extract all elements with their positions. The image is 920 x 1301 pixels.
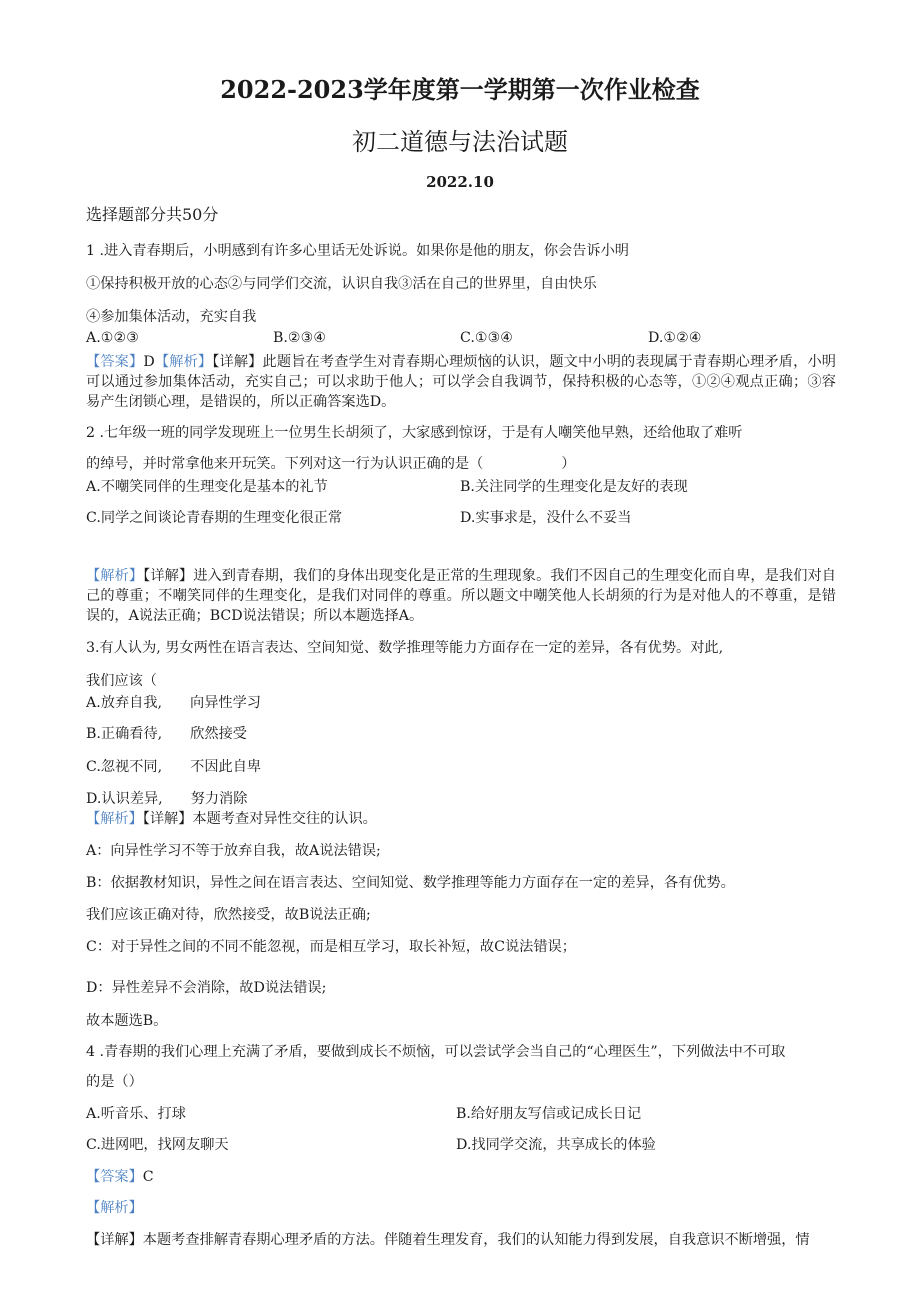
q2-stem-b <box>86 454 575 474</box>
analysis-tag: 【解析】 <box>86 811 143 827</box>
answer-tag: 【答案】 <box>86 354 144 370</box>
q3-line-b2: 我们应该正确对待，欣然接受，故B说法正确; <box>86 907 371 923</box>
option-text: 不因此自卑 <box>190 759 262 775</box>
q3-option-b <box>86 724 247 744</box>
q3-stem-a: 3.有人认为, 男女两性在语言表达、空间知觉、数学推理等能力方面存在一定的差异，各有优势。对此, <box>86 640 724 656</box>
q3-line-a: A：向异性学习不等于放弃自我，故A说法错误; <box>86 843 381 859</box>
option-key: C.忽视不同, <box>86 759 163 775</box>
q4-detail: 本题考查排解青春期心理矛盾的方法。伴随着生理发育，我们的认知能力得到发展，自我意识不断增强，情 <box>142 1232 810 1248</box>
q4-option-d: D.找同学交流，共享成长的体验 <box>456 1137 656 1153</box>
option-key: B.正确看待, <box>86 726 163 742</box>
exam-subtitle: 初二道德与法治试题 <box>352 128 568 156</box>
q3-line-b: B：依据教材知识，异性之间在语言表达、空间知觉、数学推理等能力方面存在一定的差异，各有优势。 <box>86 875 735 891</box>
q1-items-a: ①保持积极开放的心态②与同学们交流，认识自我③活在自己的世界里，自由快乐 <box>86 276 597 292</box>
q1-items-b: ④参加集体活动，充实自我 <box>86 309 257 325</box>
q3-detail: 本题考查对异性交往的认识。 <box>192 811 377 827</box>
detail-tag: 【详解】 <box>143 568 194 584</box>
q4-option-a: A.听音乐、打球 <box>86 1106 186 1122</box>
q3-conclusion: 故本题选B。 <box>86 1013 168 1029</box>
exam-date: 2022.10 <box>426 173 494 191</box>
detail-tag: 【详解】 <box>86 1232 143 1248</box>
detail-tag: 【详解】 <box>212 354 263 370</box>
q2-stem-close: ） <box>561 456 576 472</box>
q3-line-c: C：对于异性之间的不同不能忽视，而是相互学习，取长补短，故C说法错误； <box>86 939 576 955</box>
q1-detail: 此题旨在考查学生对青春期心理烦恼的认识，题文中小明的表现属于青春期心理矛盾，小明可以通过参加集体活动，充实自己；可以求助于他人；可以学会自我调节，保持积极的心态等，①②④观点正确；③容易产生闭锁心理，是错误的，所以正确答案选D。 <box>86 354 836 410</box>
q4-option-c: C.进网吧，找网友聊天 <box>86 1137 229 1153</box>
option-text: 欣然接受 <box>190 726 247 742</box>
analysis-tag: 【解析】 <box>154 354 213 370</box>
q3-option-a <box>86 693 261 713</box>
q2-stem-b-text: 的绰号，并时常拿他来开玩笑。下列对这一行为认识正确的是（ <box>86 456 484 472</box>
q1-explanation <box>86 352 836 412</box>
option-text: 向异性学习 <box>190 695 261 711</box>
q2-explanation <box>86 566 836 626</box>
detail-tag: 【详解】 <box>142 811 193 827</box>
q1-option-c: C.①③④ <box>460 330 514 346</box>
q3-option-c <box>86 757 261 777</box>
q3-line-d: D：异性差异不会消除，故D说法错误; <box>86 980 327 996</box>
option-key: A.放弃自我, <box>86 695 163 711</box>
q4-answer: C <box>142 1169 154 1185</box>
q2-option-c: C.同学之间谈论青春期的生理变化很正常 <box>86 510 343 526</box>
q2-detail: 进入到青春期，我们的身体出现变化是正常的生理现象。我们不因自己的生理变化而自卑，是我们对自己的尊重；不嘲笑同伴的生理变化，是我们对同伴的尊重。所以题文中嘲笑他人长胡须的行为是对他人的不尊重，是错误的，A说法正确；BCD说法错误；所以本题选择A。 <box>86 568 836 624</box>
q1-option-b: B.②③④ <box>273 330 327 346</box>
option-text: 努力消除 <box>190 791 248 807</box>
q3-explanation <box>86 809 377 829</box>
option-key: D.认识差异, <box>86 791 163 807</box>
q1-option-a: A.①②③ <box>86 330 139 346</box>
analysis-tag: 【解析】 <box>86 1200 143 1216</box>
answer-tag: 【答案】 <box>86 1169 143 1185</box>
exam-title: 2022-2023学年度第一学期第一次作业检查 <box>220 75 700 104</box>
q2-option-d: D.实事求是，没什么不妥当 <box>460 510 632 526</box>
q4-option-b: B.给好朋友写信或记成长日记 <box>456 1106 642 1122</box>
q4-stem-a: 4 .青春期的我们心理上充满了矛盾，要做到成长不烦恼，可以尝试学会当自己的“心理医生”，下列做法中不可取 <box>86 1044 786 1060</box>
q3-stem-b: 我们应该（ <box>86 673 157 689</box>
section-heading: 选择题部分共50分 <box>86 205 219 224</box>
q1-option-d: D.①②④ <box>648 330 702 346</box>
q1-stem: 1 .进入青春期后，小明感到有许多心里话无处诉说。如果你是他的朋友，你会告诉小明 <box>86 243 629 259</box>
q4-detail-line <box>86 1230 810 1250</box>
analysis-tag: 【解析】 <box>86 568 144 584</box>
q4-stem-b: 的是（） <box>86 1074 143 1090</box>
q1-answer: D <box>143 354 155 370</box>
q3-option-d <box>86 789 247 809</box>
q2-option-a: A.不嘲笑同伴的生理变化是基本的礼节 <box>86 479 328 495</box>
q2-option-b: B.关注同学的生理变化是友好的表现 <box>460 479 688 495</box>
q4-answer-line <box>86 1167 154 1187</box>
q2-stem-a: 2 .七年级一班的同学发现班上一位男生长胡须了，大家感到惊讶，于是有人嘲笑他早熟，还给他取了难听 <box>86 425 743 441</box>
